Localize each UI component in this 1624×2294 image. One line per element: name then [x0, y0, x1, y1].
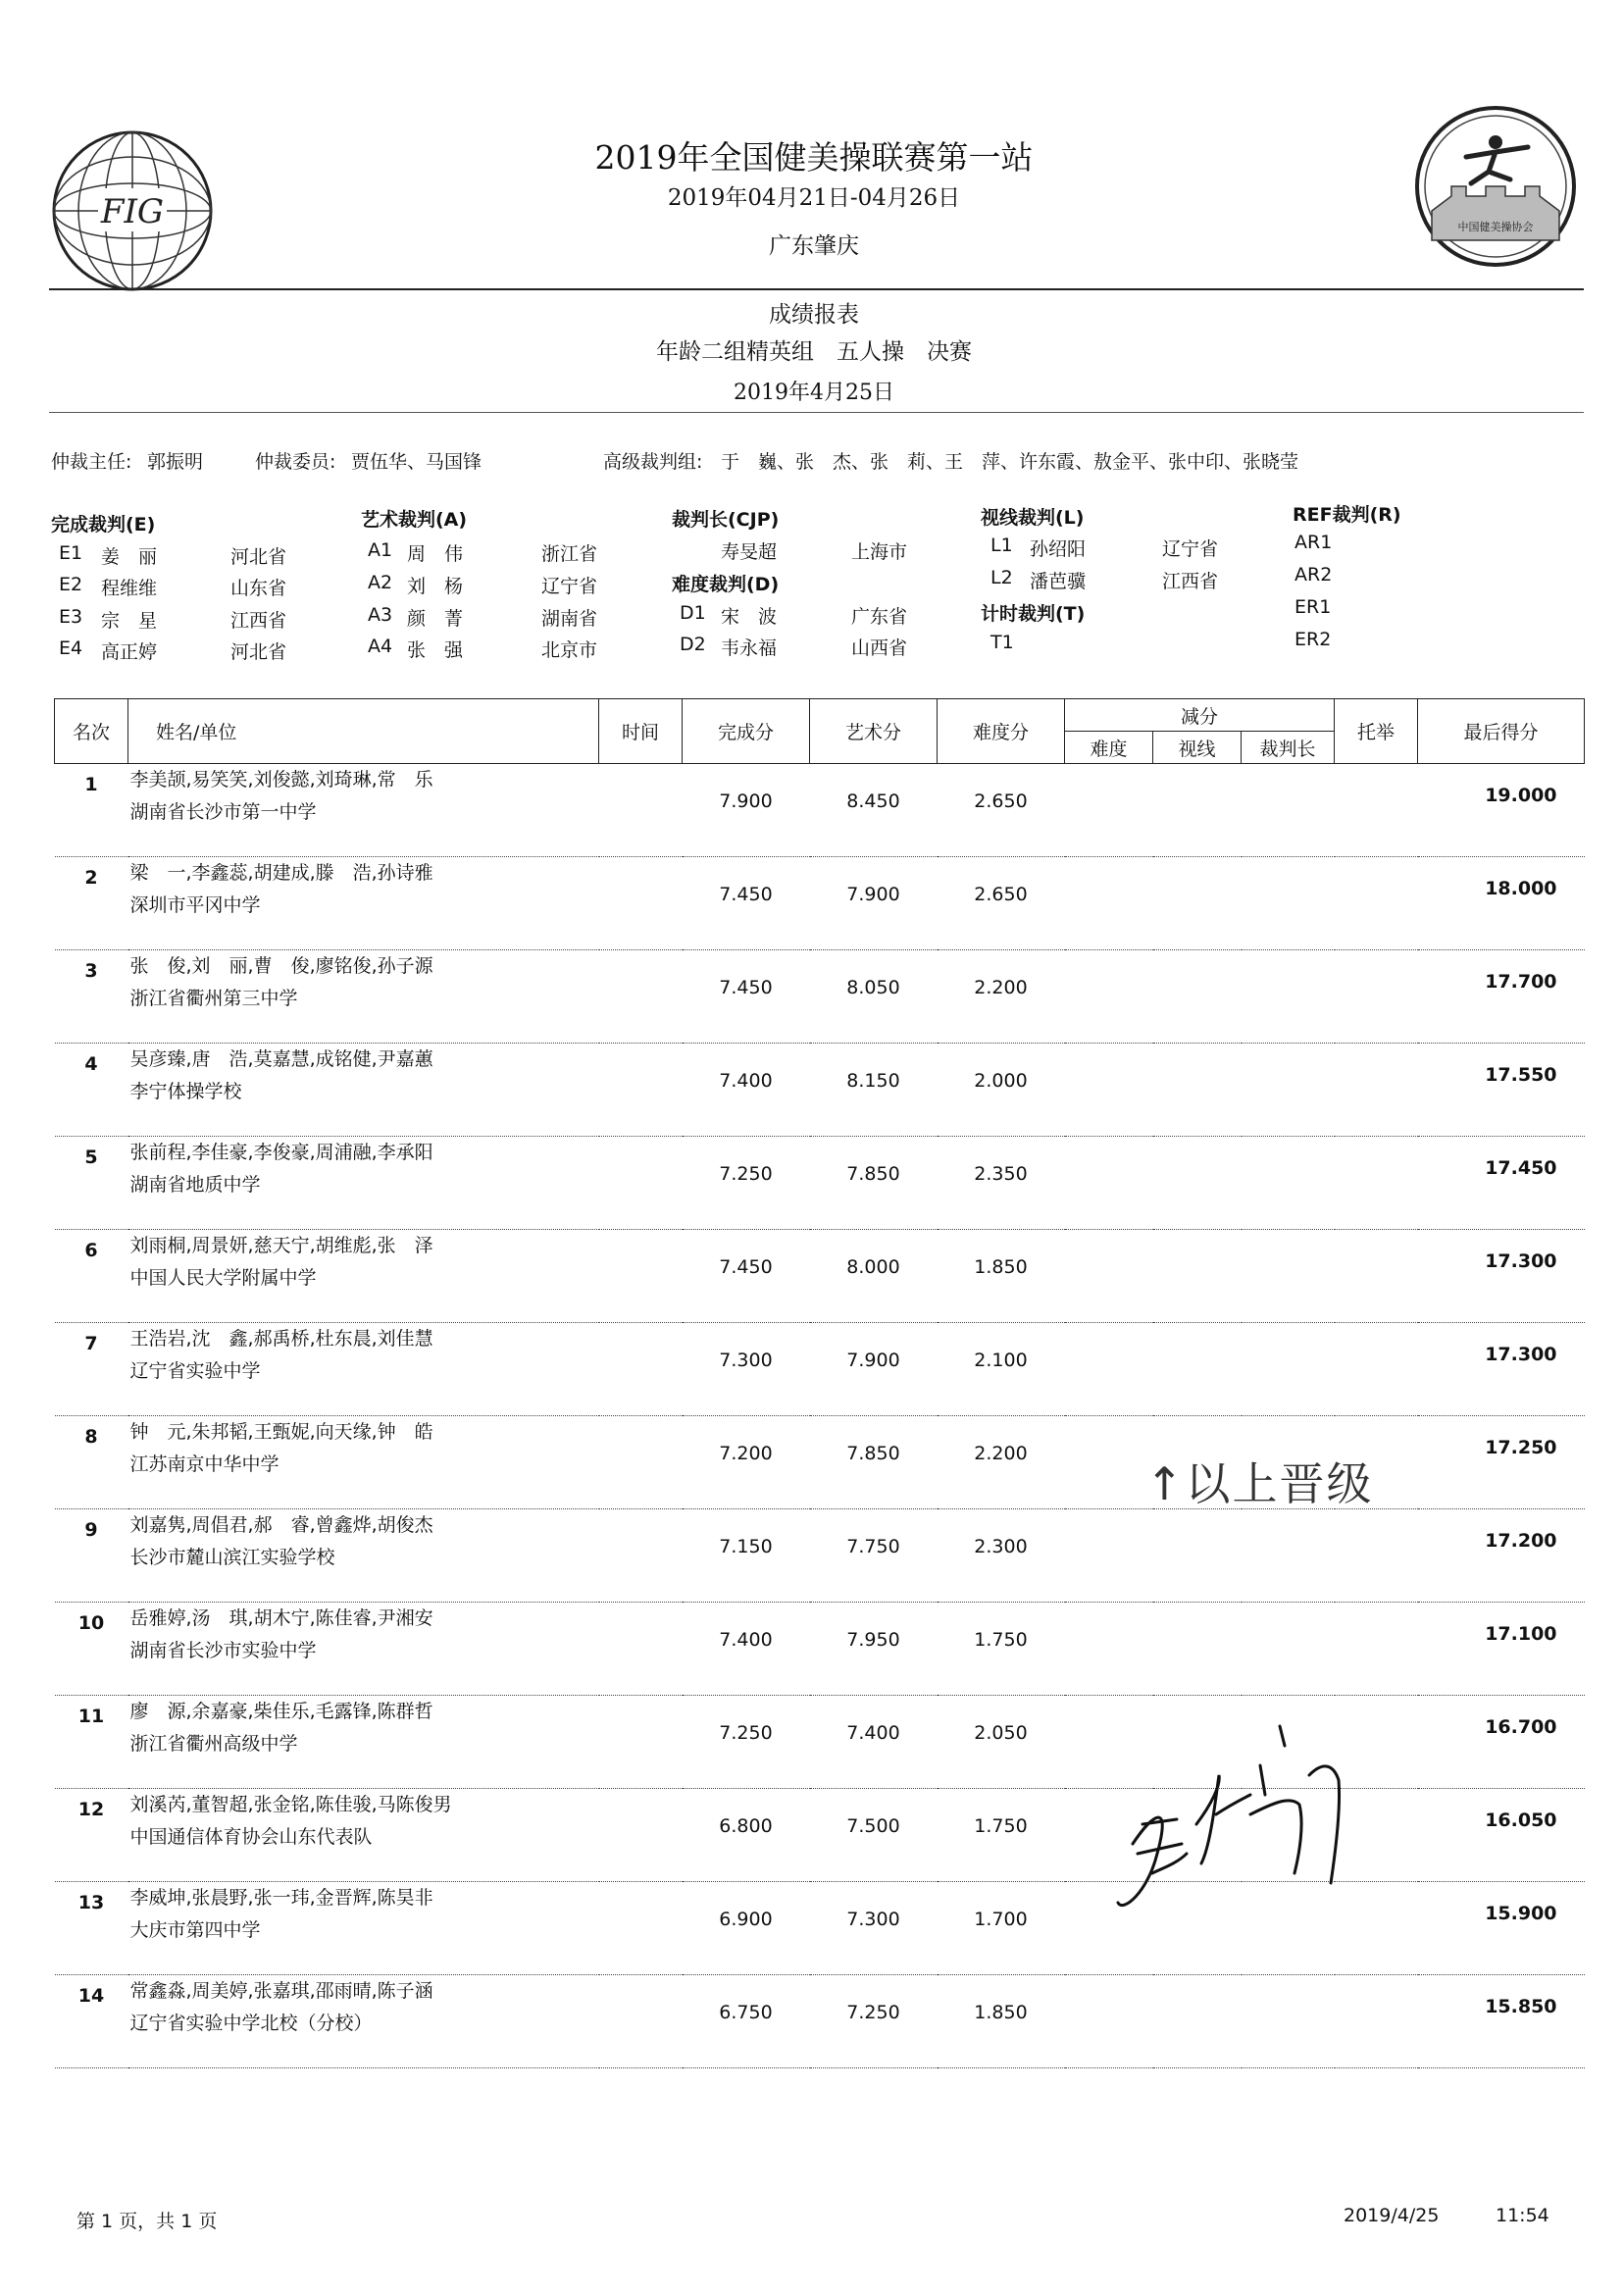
artistic-score: 7.900 [810, 857, 938, 950]
table-row [55, 1975, 1585, 2068]
team-cell [128, 857, 599, 950]
chief-name: 郭振明 [147, 451, 204, 473]
ref-code: ER2 [1294, 629, 1332, 650]
judge-name: 程维维 [101, 578, 158, 599]
col-ded-difficulty: 难度 [1065, 732, 1153, 764]
handwritten-signature [1103, 1707, 1358, 1922]
team-cell [128, 1696, 599, 1789]
cjp-province: 上海市 [851, 541, 908, 563]
report-category: 年龄二组精英组 五人操 决赛 [656, 339, 972, 365]
fig-globe-logo [49, 127, 216, 294]
table-row [55, 1509, 1585, 1603]
event-venue: 广东肇庆 [769, 233, 859, 259]
team-members: 吴彦臻,唐 浩,莫嘉慧,成铭健,尹嘉蕙 [129, 1048, 433, 1070]
rank-cell: 13 [55, 1882, 128, 1975]
team-unit: 长沙市麓山滨江实验学校 [129, 1547, 335, 1568]
chief-label: 仲裁主任: [51, 451, 132, 473]
judge-name: 姜 丽 [101, 546, 158, 568]
cjp-name: 寿旻超 [721, 541, 778, 563]
judge-name: 宗 星 [101, 610, 158, 632]
judge-code: A4 [368, 636, 393, 657]
judge-province: 河北省 [230, 546, 287, 568]
judge-code: A1 [368, 539, 393, 561]
col-rank: 名次 [55, 699, 128, 764]
table-row [55, 950, 1585, 1044]
col-name: 姓名/单位 [128, 699, 599, 764]
difficulty-score: 1.750 [938, 1789, 1065, 1882]
artistic-score: 7.750 [810, 1509, 938, 1603]
team-cell [128, 1789, 599, 1882]
cjp-header: 裁判长(CJP) [672, 509, 780, 531]
rank-cell: 11 [55, 1696, 128, 1789]
execution-score: 7.400 [683, 1603, 810, 1696]
team-unit: 湖南省长沙市第一中学 [129, 801, 317, 823]
judge-name: 宋 波 [721, 606, 778, 628]
judge-province: 辽宁省 [1162, 538, 1219, 560]
report-divider [49, 412, 1584, 413]
table-row [55, 1044, 1585, 1137]
col-final: 最后得分 [1418, 699, 1585, 764]
team-members: 梁 一,李鑫蕊,胡建成,滕 浩,孙诗雅 [129, 862, 433, 884]
team-unit: 中国人民大学附属中学 [129, 1267, 317, 1289]
report-date: 2019年4月25日 [734, 381, 894, 405]
committee-label: 仲裁委员: [255, 451, 336, 473]
judge-name: 颜 菁 [407, 608, 464, 630]
rank-cell: 14 [55, 1975, 128, 2068]
difficulty-score: 1.850 [938, 1975, 1065, 2068]
team-unit: 辽宁省实验中学 [129, 1360, 261, 1382]
team-members: 张前程,李佳豪,李俊豪,周浦融,李承阳 [129, 1142, 433, 1163]
team-cell [128, 1603, 599, 1696]
artistic-score: 8.450 [810, 764, 938, 857]
judge-province: 河北省 [230, 641, 287, 663]
rank-cell: 5 [55, 1137, 128, 1230]
team-members: 廖 源,余嘉豪,柴佳乐,毛露锋,陈群哲 [129, 1701, 433, 1722]
judge-name: 孙绍阳 [1030, 538, 1087, 560]
team-members: 岳雅婷,汤 琪,胡木宁,陈佳睿,尹湘安 [129, 1607, 433, 1629]
difficulty-score: 1.850 [938, 1230, 1065, 1323]
table-row [55, 1323, 1585, 1416]
team-cell [128, 1230, 599, 1323]
execution-score: 7.250 [683, 1137, 810, 1230]
team-cell [128, 1882, 599, 1975]
col-deduction: 减分 [1065, 699, 1335, 732]
rank-cell: 4 [55, 1044, 128, 1137]
ref-code: AR2 [1294, 564, 1333, 586]
team-cell [128, 1416, 599, 1509]
judge-code: D2 [680, 634, 706, 655]
judge-province: 江西省 [230, 610, 287, 632]
table-row [55, 857, 1585, 950]
judge-province: 浙江省 [541, 543, 598, 565]
team-unit: 大庆市第四中学 [129, 1919, 261, 1941]
rank-cell: 2 [55, 857, 128, 950]
difficulty-score: 1.750 [938, 1603, 1065, 1696]
rank-cell: 6 [55, 1230, 128, 1323]
col-ded-cjp: 裁判长 [1242, 732, 1335, 764]
team-unit: 李宁体操学校 [129, 1081, 242, 1102]
artistic-score: 8.050 [810, 950, 938, 1044]
rank-cell: 3 [55, 950, 128, 1044]
col-lift: 托举 [1335, 699, 1418, 764]
execution-score: 7.450 [683, 950, 810, 1044]
difficulty-score: 2.300 [938, 1509, 1065, 1603]
artistic-score: 8.150 [810, 1044, 938, 1137]
execution-score: 7.450 [683, 857, 810, 950]
judge-code: A3 [368, 604, 393, 626]
judge-name: 高正婷 [101, 641, 158, 663]
artistic-score: 7.400 [810, 1696, 938, 1789]
difficulty-score: 2.350 [938, 1137, 1065, 1230]
team-members: 张 俊,刘 丽,曹 俊,廖铭俊,孙子源 [129, 955, 433, 977]
difficulty-score: 2.650 [938, 764, 1065, 857]
difficulty-score: 2.200 [938, 1416, 1065, 1509]
final-score: 18.000 [1418, 857, 1585, 950]
judge-code: E2 [59, 574, 83, 595]
senior-label: 高级裁判组: [603, 451, 703, 473]
final-score: 17.250 [1418, 1416, 1585, 1509]
final-score: 17.550 [1418, 1044, 1585, 1137]
rank-cell: 7 [55, 1323, 128, 1416]
print-time: 11:54 [1496, 2205, 1549, 2226]
artistic-score: 7.850 [810, 1137, 938, 1230]
team-members: 刘雨桐,周景妍,慈天宁,胡维彪,张 泽 [129, 1235, 433, 1256]
artistic-score: 7.850 [810, 1416, 938, 1509]
rank-cell: 12 [55, 1789, 128, 1882]
final-score: 17.450 [1418, 1137, 1585, 1230]
judge-province: 广东省 [851, 606, 908, 628]
final-score: 19.000 [1418, 764, 1585, 857]
logo-right-text: 中国健美操协会 [1457, 221, 1534, 233]
artistic-score: 7.500 [810, 1789, 938, 1882]
event-title: 2019年全国健美操联赛第一站 [594, 138, 1034, 177]
team-cell [128, 1323, 599, 1416]
execution-score: 7.450 [683, 1230, 810, 1323]
team-cell [128, 1137, 599, 1230]
judge-code: E3 [59, 606, 83, 628]
execution-score: 7.900 [683, 764, 810, 857]
team-members: 常鑫淼,周美婷,张嘉琪,邵雨晴,陈子涵 [129, 1980, 433, 2002]
rank-cell: 9 [55, 1509, 128, 1603]
difficulty-score: 2.050 [938, 1696, 1065, 1789]
execution-score: 6.900 [683, 1882, 810, 1975]
rank-cell: 8 [55, 1416, 128, 1509]
difficulty-score: 2.100 [938, 1323, 1065, 1416]
team-unit: 辽宁省实验中学北校（分校） [129, 2013, 373, 2034]
artistic-score: 7.250 [810, 1975, 938, 2068]
artistic-score: 7.300 [810, 1882, 938, 1975]
judge-name: 周 伟 [407, 543, 464, 565]
judge-province: 江西省 [1162, 571, 1219, 592]
association-logo [1412, 103, 1579, 270]
col-difficulty: 难度分 [938, 699, 1065, 764]
team-unit: 湖南省地质中学 [129, 1174, 261, 1196]
table-row [55, 1603, 1585, 1696]
judge-name: 韦永福 [721, 637, 778, 659]
final-score: 16.050 [1418, 1789, 1585, 1882]
execution-score: 6.750 [683, 1975, 810, 2068]
line-judges-header: 视线裁判(L) [981, 507, 1085, 529]
col-execution: 完成分 [683, 699, 810, 764]
print-date: 2019/4/25 [1344, 2205, 1440, 2226]
team-members: 李美颉,易笑笑,刘俊懿,刘琦琳,常 乐 [129, 769, 433, 790]
ref-code: AR1 [1294, 532, 1333, 553]
judge-province: 辽宁省 [541, 576, 598, 597]
table-row [55, 1230, 1585, 1323]
difficulty-score: 1.700 [938, 1882, 1065, 1975]
artistic-judges-header: 艺术裁判(A) [361, 509, 468, 531]
ref-code: ER1 [1294, 596, 1332, 618]
execution-score: 7.200 [683, 1416, 810, 1509]
execution-score: 7.300 [683, 1323, 810, 1416]
judge-province: 山西省 [851, 637, 908, 659]
judge-code: T1 [990, 632, 1014, 653]
execution-score: 7.150 [683, 1509, 810, 1603]
team-members: 钟 元,朱邦韬,王甄妮,向天缘,钟 皓 [129, 1421, 433, 1443]
judge-province: 北京市 [541, 639, 598, 661]
final-score: 15.850 [1418, 1975, 1585, 2068]
artistic-score: 7.950 [810, 1603, 938, 1696]
judge-code: A2 [368, 572, 393, 593]
team-cell [128, 1975, 599, 2068]
judge-code: E1 [59, 542, 83, 564]
judge-code: L1 [990, 535, 1013, 556]
senior-names: 于 巍、张 杰、张 莉、王 萍、许东霞、敖金平、张中印、张晓莹 [721, 451, 1299, 473]
col-artistic: 艺术分 [810, 699, 938, 764]
table-row [55, 1137, 1585, 1230]
team-unit: 江苏南京中华中学 [129, 1453, 279, 1475]
judge-name: 刘 杨 [407, 576, 464, 597]
final-score: 16.700 [1418, 1696, 1585, 1789]
judge-province: 湖南省 [541, 608, 598, 630]
team-members: 李威坤,张晨野,张一玮,金晋辉,陈昊非 [129, 1887, 433, 1909]
team-members: 王浩岩,沈 鑫,郝禹桥,杜东晨,刘佳慧 [129, 1328, 433, 1350]
final-score: 15.900 [1418, 1882, 1585, 1975]
team-cell [128, 1044, 599, 1137]
team-unit: 深圳市平冈中学 [129, 894, 261, 916]
judge-code: L2 [990, 567, 1013, 588]
rank-cell: 10 [55, 1603, 128, 1696]
execution-score: 7.250 [683, 1696, 810, 1789]
team-unit: 浙江省衢州高级中学 [129, 1733, 298, 1755]
table-row [55, 764, 1585, 857]
qualification-annotation: ↑以上晋级 [1145, 1457, 1374, 1510]
final-score: 17.700 [1418, 950, 1585, 1044]
header-divider [49, 288, 1584, 290]
report-title: 成绩报表 [769, 302, 859, 328]
team-unit: 湖南省长沙市实验中学 [129, 1640, 317, 1661]
execution-score: 6.800 [683, 1789, 810, 1882]
judge-name: 张 强 [407, 639, 464, 661]
team-cell [128, 1509, 599, 1603]
execution-judges-header: 完成裁判(E) [51, 514, 156, 535]
time-judges-header: 计时裁判(T) [981, 603, 1086, 625]
difficulty-score: 2.200 [938, 950, 1065, 1044]
final-score: 17.200 [1418, 1509, 1585, 1603]
team-cell [128, 950, 599, 1044]
team-unit: 浙江省衢州第三中学 [129, 988, 298, 1009]
difficulty-score: 2.000 [938, 1044, 1065, 1137]
difficulty-judges-header: 难度裁判(D) [672, 574, 780, 595]
team-cell [128, 764, 599, 857]
artistic-score: 8.000 [810, 1230, 938, 1323]
committee-names: 贾伍华、马国锋 [351, 451, 482, 473]
final-score: 17.300 [1418, 1230, 1585, 1323]
difficulty-score: 2.650 [938, 857, 1065, 950]
col-ded-line: 视线 [1153, 732, 1242, 764]
final-score: 17.300 [1418, 1323, 1585, 1416]
rank-cell: 1 [55, 764, 128, 857]
judge-name: 潘芭骥 [1030, 571, 1087, 592]
team-members: 刘嘉隽,周倡君,郝 睿,曾鑫烨,胡俊杰 [129, 1514, 433, 1536]
team-unit: 中国通信体育协会山东代表队 [129, 1826, 373, 1848]
judge-province: 山东省 [230, 578, 287, 599]
logo-left-text: FIG [100, 192, 165, 231]
col-time: 时间 [599, 699, 683, 764]
final-score: 17.100 [1418, 1603, 1585, 1696]
ref-judges-header: REF裁判(R) [1293, 504, 1401, 526]
artistic-score: 7.900 [810, 1323, 938, 1416]
judge-code: D1 [680, 602, 706, 624]
judge-code: E4 [59, 637, 83, 659]
team-members: 刘溪芮,董智超,张金铭,陈佳骏,马陈俊男 [129, 1794, 452, 1815]
event-dates: 2019年04月21日-04月26日 [667, 185, 961, 211]
page-indicator: 第 1 页，共 1 页 [76, 2211, 218, 2232]
execution-score: 7.400 [683, 1044, 810, 1137]
